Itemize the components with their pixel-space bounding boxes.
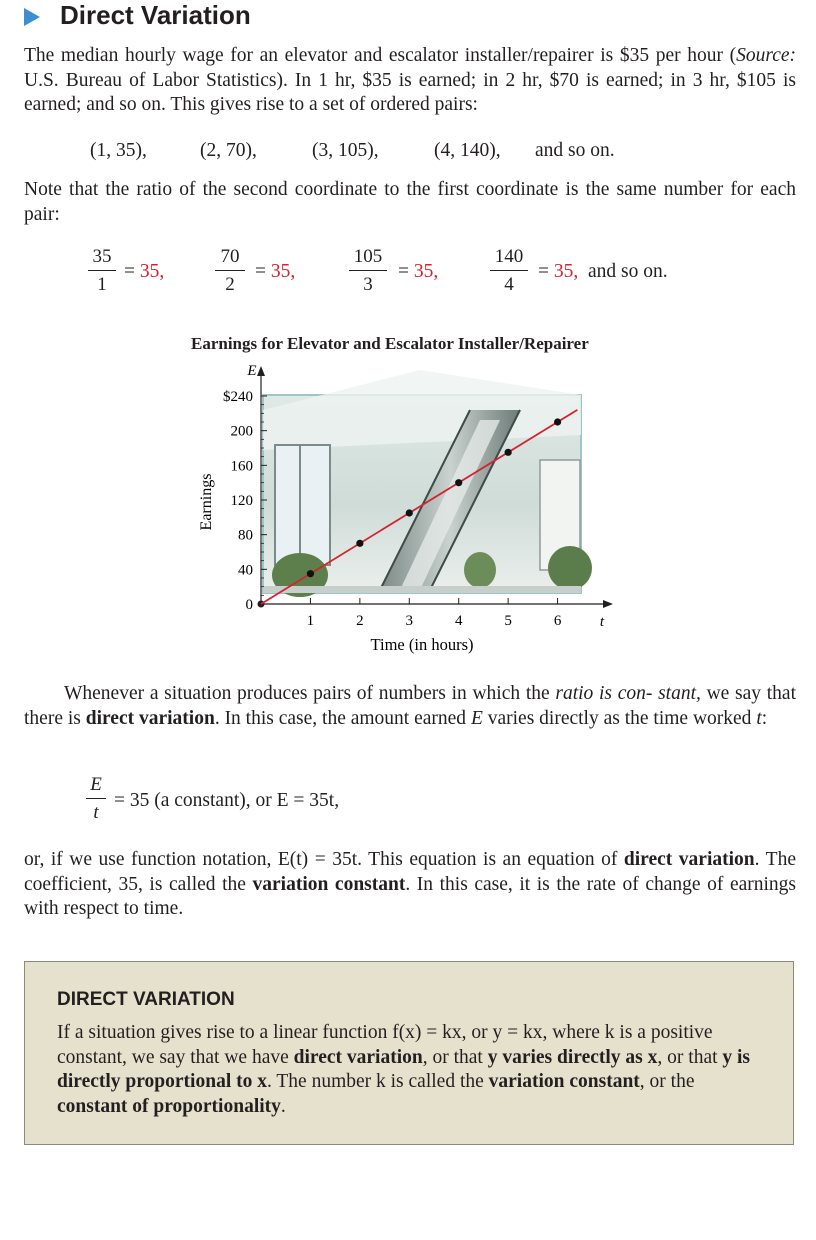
definition-box bbox=[24, 961, 794, 1145]
box-term-3: y is directly proportional to x bbox=[57, 1046, 751, 1092]
para2-var-e: E bbox=[470, 707, 483, 729]
y-tick-label: 40 bbox=[238, 562, 253, 579]
y-tick-label: 120 bbox=[230, 493, 253, 509]
x-axis-variable: t bbox=[599, 614, 605, 630]
definition-box-text bbox=[57, 1021, 767, 1119]
box-term-5: constant of proportionality bbox=[57, 1095, 281, 1117]
pair-1: (1, 35), bbox=[90, 140, 147, 161]
equation-rest: = 35 (a constant), or E = 35t, bbox=[114, 790, 340, 811]
x-axis-arrow-icon bbox=[603, 600, 613, 608]
para3-term-2: variation constant bbox=[252, 873, 406, 895]
data-point bbox=[307, 570, 314, 577]
ratio-fraction-4 bbox=[490, 246, 528, 296]
ratio-denominator: 3 bbox=[363, 274, 373, 295]
x-tick-label: 5 bbox=[504, 613, 512, 629]
ratio-result-3: = 35, bbox=[398, 261, 439, 282]
ratio-note: Note that the ratio of the second coordinate to the first coordinate is the same number for each pair: bbox=[24, 179, 796, 225]
pair-2: (2, 70), bbox=[200, 140, 257, 161]
box-text-2: , or that bbox=[422, 1046, 488, 1068]
box-text-4: . The number k is called the bbox=[266, 1071, 489, 1092]
x-tick-label: 3 bbox=[405, 613, 414, 629]
para2-text-a: Whenever a situation produces pairs of numbers in which the bbox=[64, 683, 556, 704]
ratio-denominator: 4 bbox=[504, 274, 514, 295]
box-text-6: . bbox=[280, 1095, 286, 1117]
para3-term-1: direct variation bbox=[623, 849, 755, 870]
x-tick-label: 4 bbox=[454, 613, 463, 629]
intro-text-1: The median hourly wage for an elevator and escalator installer/repairer is $35 per hour ( bbox=[24, 45, 737, 66]
box-text-1: If a situation gives rise to a linear function f(x) = kx, or y = kx, where k is a positive constant, we say that we have bbox=[57, 1022, 713, 1068]
ratio-numerator: 105 bbox=[349, 246, 387, 271]
data-point bbox=[356, 540, 363, 547]
para2-text-b: we say that there is bbox=[24, 683, 796, 729]
y-tick-label: 80 bbox=[238, 527, 253, 544]
source-label: Source: bbox=[736, 45, 796, 66]
para2-text-c: . In this case, the amount earned bbox=[214, 707, 471, 729]
para2-term: direct variation bbox=[85, 707, 215, 729]
para3-text-b: . The coefficient, 35, is called the bbox=[24, 849, 796, 895]
ratio-numerator: 140 bbox=[490, 246, 528, 271]
ratio-result-2: = 35, bbox=[255, 261, 296, 282]
x-tick-label: 2 bbox=[356, 613, 364, 629]
box-text-5: , or the bbox=[639, 1071, 695, 1092]
equation-fraction bbox=[86, 774, 106, 824]
ratio-numerator: 35 bbox=[88, 246, 116, 271]
ratio-value: 35, bbox=[270, 261, 296, 282]
ratio-numerator: 70 bbox=[215, 246, 245, 271]
ratio-value: 35, bbox=[413, 261, 439, 282]
equation-denominator: t bbox=[93, 802, 99, 823]
ratio-fraction-1 bbox=[88, 246, 116, 296]
para2-ratio-phrase: ratio is con- stant, bbox=[555, 683, 701, 704]
y-axis-variable: E bbox=[247, 363, 257, 379]
data-point bbox=[505, 449, 512, 456]
para2-var-t: t bbox=[756, 707, 762, 729]
triangle-bullet-icon bbox=[24, 8, 40, 26]
y-tick-label: 160 bbox=[230, 458, 253, 475]
direct-variation-paragraph bbox=[24, 682, 796, 731]
para3-text-a: or, if we use function notation, E(t) = 35t. This equation is an equation of bbox=[24, 849, 624, 870]
data-point bbox=[554, 418, 561, 425]
ratio-fraction-3 bbox=[349, 246, 387, 296]
intro-text-2: U.S. Bureau of Labor Statistics). In 1 hr, $35 is earned; in 2 hr, $70 is earned; in 3 hr, $105 is earned; and so on. This gives rise to a set of ordered pairs: bbox=[24, 69, 796, 115]
para2-text-e: : bbox=[761, 707, 768, 729]
equation-numerator: E bbox=[86, 774, 106, 799]
box-term-1: direct variation bbox=[293, 1046, 423, 1068]
escalator-photo-background bbox=[263, 370, 592, 597]
pair-3: (3, 105), bbox=[312, 140, 379, 161]
section-heading bbox=[24, 0, 251, 31]
earnings-chart bbox=[0, 350, 816, 690]
definition-box-title: DIRECT VARIATION bbox=[57, 989, 235, 1010]
ratio-fraction-2 bbox=[215, 246, 245, 296]
x-tick-label: 1 bbox=[306, 613, 315, 629]
y-tick-label: 0 bbox=[245, 597, 253, 613]
x-axis-title: Time (in hours) bbox=[370, 635, 474, 654]
intro-paragraph bbox=[24, 44, 796, 118]
ratio-result-1: = 35, bbox=[124, 261, 165, 282]
para2-text-d: varies directly as the time worked bbox=[482, 707, 757, 729]
chart-title: Earnings for Elevator and Escalator Installer/Repairer bbox=[191, 334, 589, 353]
y-axis-arrow-icon bbox=[257, 366, 265, 376]
ratio-result-4: = 35, and so on. bbox=[538, 261, 668, 282]
section-title: Direct Variation bbox=[60, 0, 251, 30]
box-text-3: , or that bbox=[657, 1046, 723, 1068]
y-tick-label: $240 bbox=[223, 389, 253, 405]
para3-text-c: . In this case, it is the rate of change of earnings with respect to time. bbox=[24, 873, 797, 919]
function-notation-paragraph bbox=[24, 848, 796, 922]
ratio-value: 35, bbox=[553, 261, 579, 282]
box-term-2: y varies directly as x bbox=[487, 1046, 658, 1068]
box-term-4: variation constant bbox=[488, 1071, 640, 1092]
x-tick-label: 6 bbox=[553, 613, 562, 629]
ratio-denominator: 1 bbox=[97, 274, 107, 295]
pairs-and-so-on: and so on. bbox=[535, 140, 615, 161]
ratio-value: 35, bbox=[139, 261, 165, 282]
y-tick-label: 200 bbox=[230, 423, 253, 440]
data-point bbox=[455, 479, 462, 486]
y-axis-title: Earnings bbox=[198, 473, 215, 531]
pair-4: (4, 140), bbox=[434, 140, 501, 161]
ratios-and-so-on: and so on. bbox=[588, 261, 668, 282]
data-point bbox=[406, 509, 413, 516]
ratio-denominator: 2 bbox=[225, 274, 235, 295]
